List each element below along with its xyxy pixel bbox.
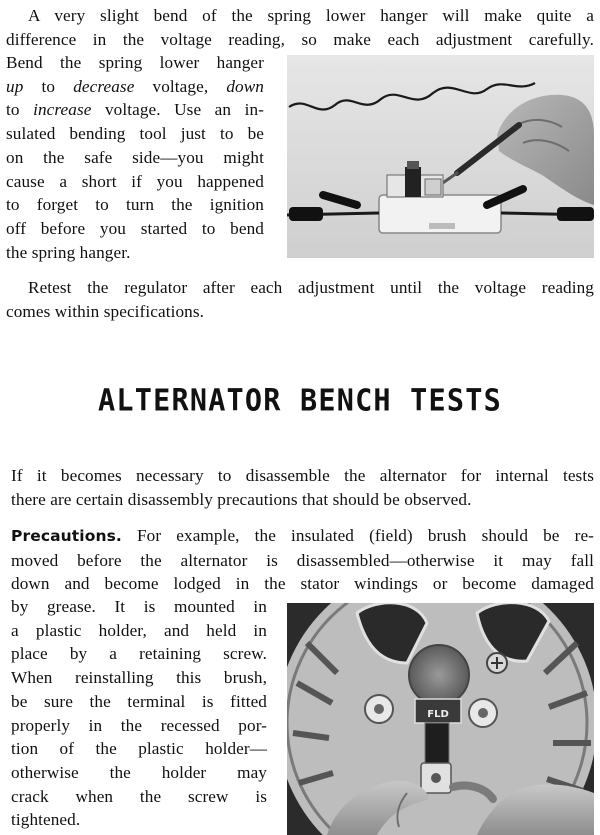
precautions-line-6: place by a retaining screw. [11, 644, 267, 664]
precautions-paragraph [11, 524, 594, 596]
retest-line-1: Retest the regulator after each adjustment until the voltage reading [28, 278, 594, 297]
bend-decrease-word: decrease [73, 76, 135, 96]
bend-line-1: Bend the spring lower hanger [6, 53, 264, 72]
precautions-line-1: Precautions. For example, the insulated (field) brush should be re- [11, 526, 594, 545]
bend-line-6: cause a short if you happened [6, 171, 264, 191]
disassemble-line-1: If it becomes necessary to disassemble the alternator for internal tests [11, 466, 594, 485]
center-hub [409, 645, 469, 705]
precautions-line-11: otherwise the holder may [11, 762, 267, 782]
intro-paragraph [6, 4, 594, 51]
intro-line-1: A very slight bend of the spring lower hanger will make quite a [28, 6, 594, 25]
bend-line-4: sulated bending tool just to be [6, 124, 264, 144]
precautions-line-5: a plastic holder, and held in [11, 620, 267, 640]
regulator-coil [405, 167, 421, 197]
intro-line-2: difference in the voltage reading, so make each adjustment carefully. [6, 29, 594, 49]
bend-down-word: down [226, 76, 264, 96]
precautions-line-2: moved before the alternator is disassembled—otherwise it may fall [11, 550, 594, 570]
bend-line-9: the spring hanger. [6, 242, 131, 262]
precautions-line-9: properly in the recessed por- [11, 715, 267, 735]
bend-line-2: up to decrease voltage, down [6, 76, 264, 96]
precautions-line-13: tightened. [11, 810, 81, 830]
bend-increase-word: increase [33, 100, 92, 120]
precautions-line-7: When reinstalling this brush, [11, 668, 267, 688]
regulator-photo-illustration [287, 55, 594, 258]
bend-up-word: up [6, 76, 24, 96]
section-heading: ALTERNATOR BENCH TESTS [98, 383, 502, 418]
bend-line-8: off before you started to bend [6, 218, 264, 238]
disassemble-paragraph [11, 464, 594, 511]
precautions-column [11, 595, 267, 832]
bend-line-3: to increase voltage. Use an in- [6, 100, 264, 120]
precautions-line-10: tion of the plastic holder— [11, 739, 267, 759]
fld-label: FLD [427, 709, 449, 720]
precautions-lead-in: Precautions. [11, 527, 122, 545]
retest-line-2: comes within specifications. [6, 301, 205, 321]
precautions-line-8: be sure the terminal is fitted [11, 691, 267, 711]
precautions-line-12: crack when the screw is [11, 786, 267, 806]
disassemble-line-2: there are certain disassembly precautions that should be observed. [11, 489, 472, 509]
precautions-line-3: down and become lodged in the stator windings or become damaged [11, 574, 594, 594]
regulator-adjustment-photo [287, 55, 594, 258]
bend-paragraph [6, 51, 264, 264]
precautions-line-4: by grease. It is mounted in [11, 597, 267, 616]
clip-lead-left [289, 207, 323, 221]
bend-line-5: on the safe side—you might [6, 147, 264, 167]
retest-paragraph [6, 276, 594, 323]
brush-holder-photo [287, 603, 594, 835]
bend-line-7: to forget to turn the ignition [6, 195, 264, 215]
brush-holder-illustration [287, 603, 594, 835]
